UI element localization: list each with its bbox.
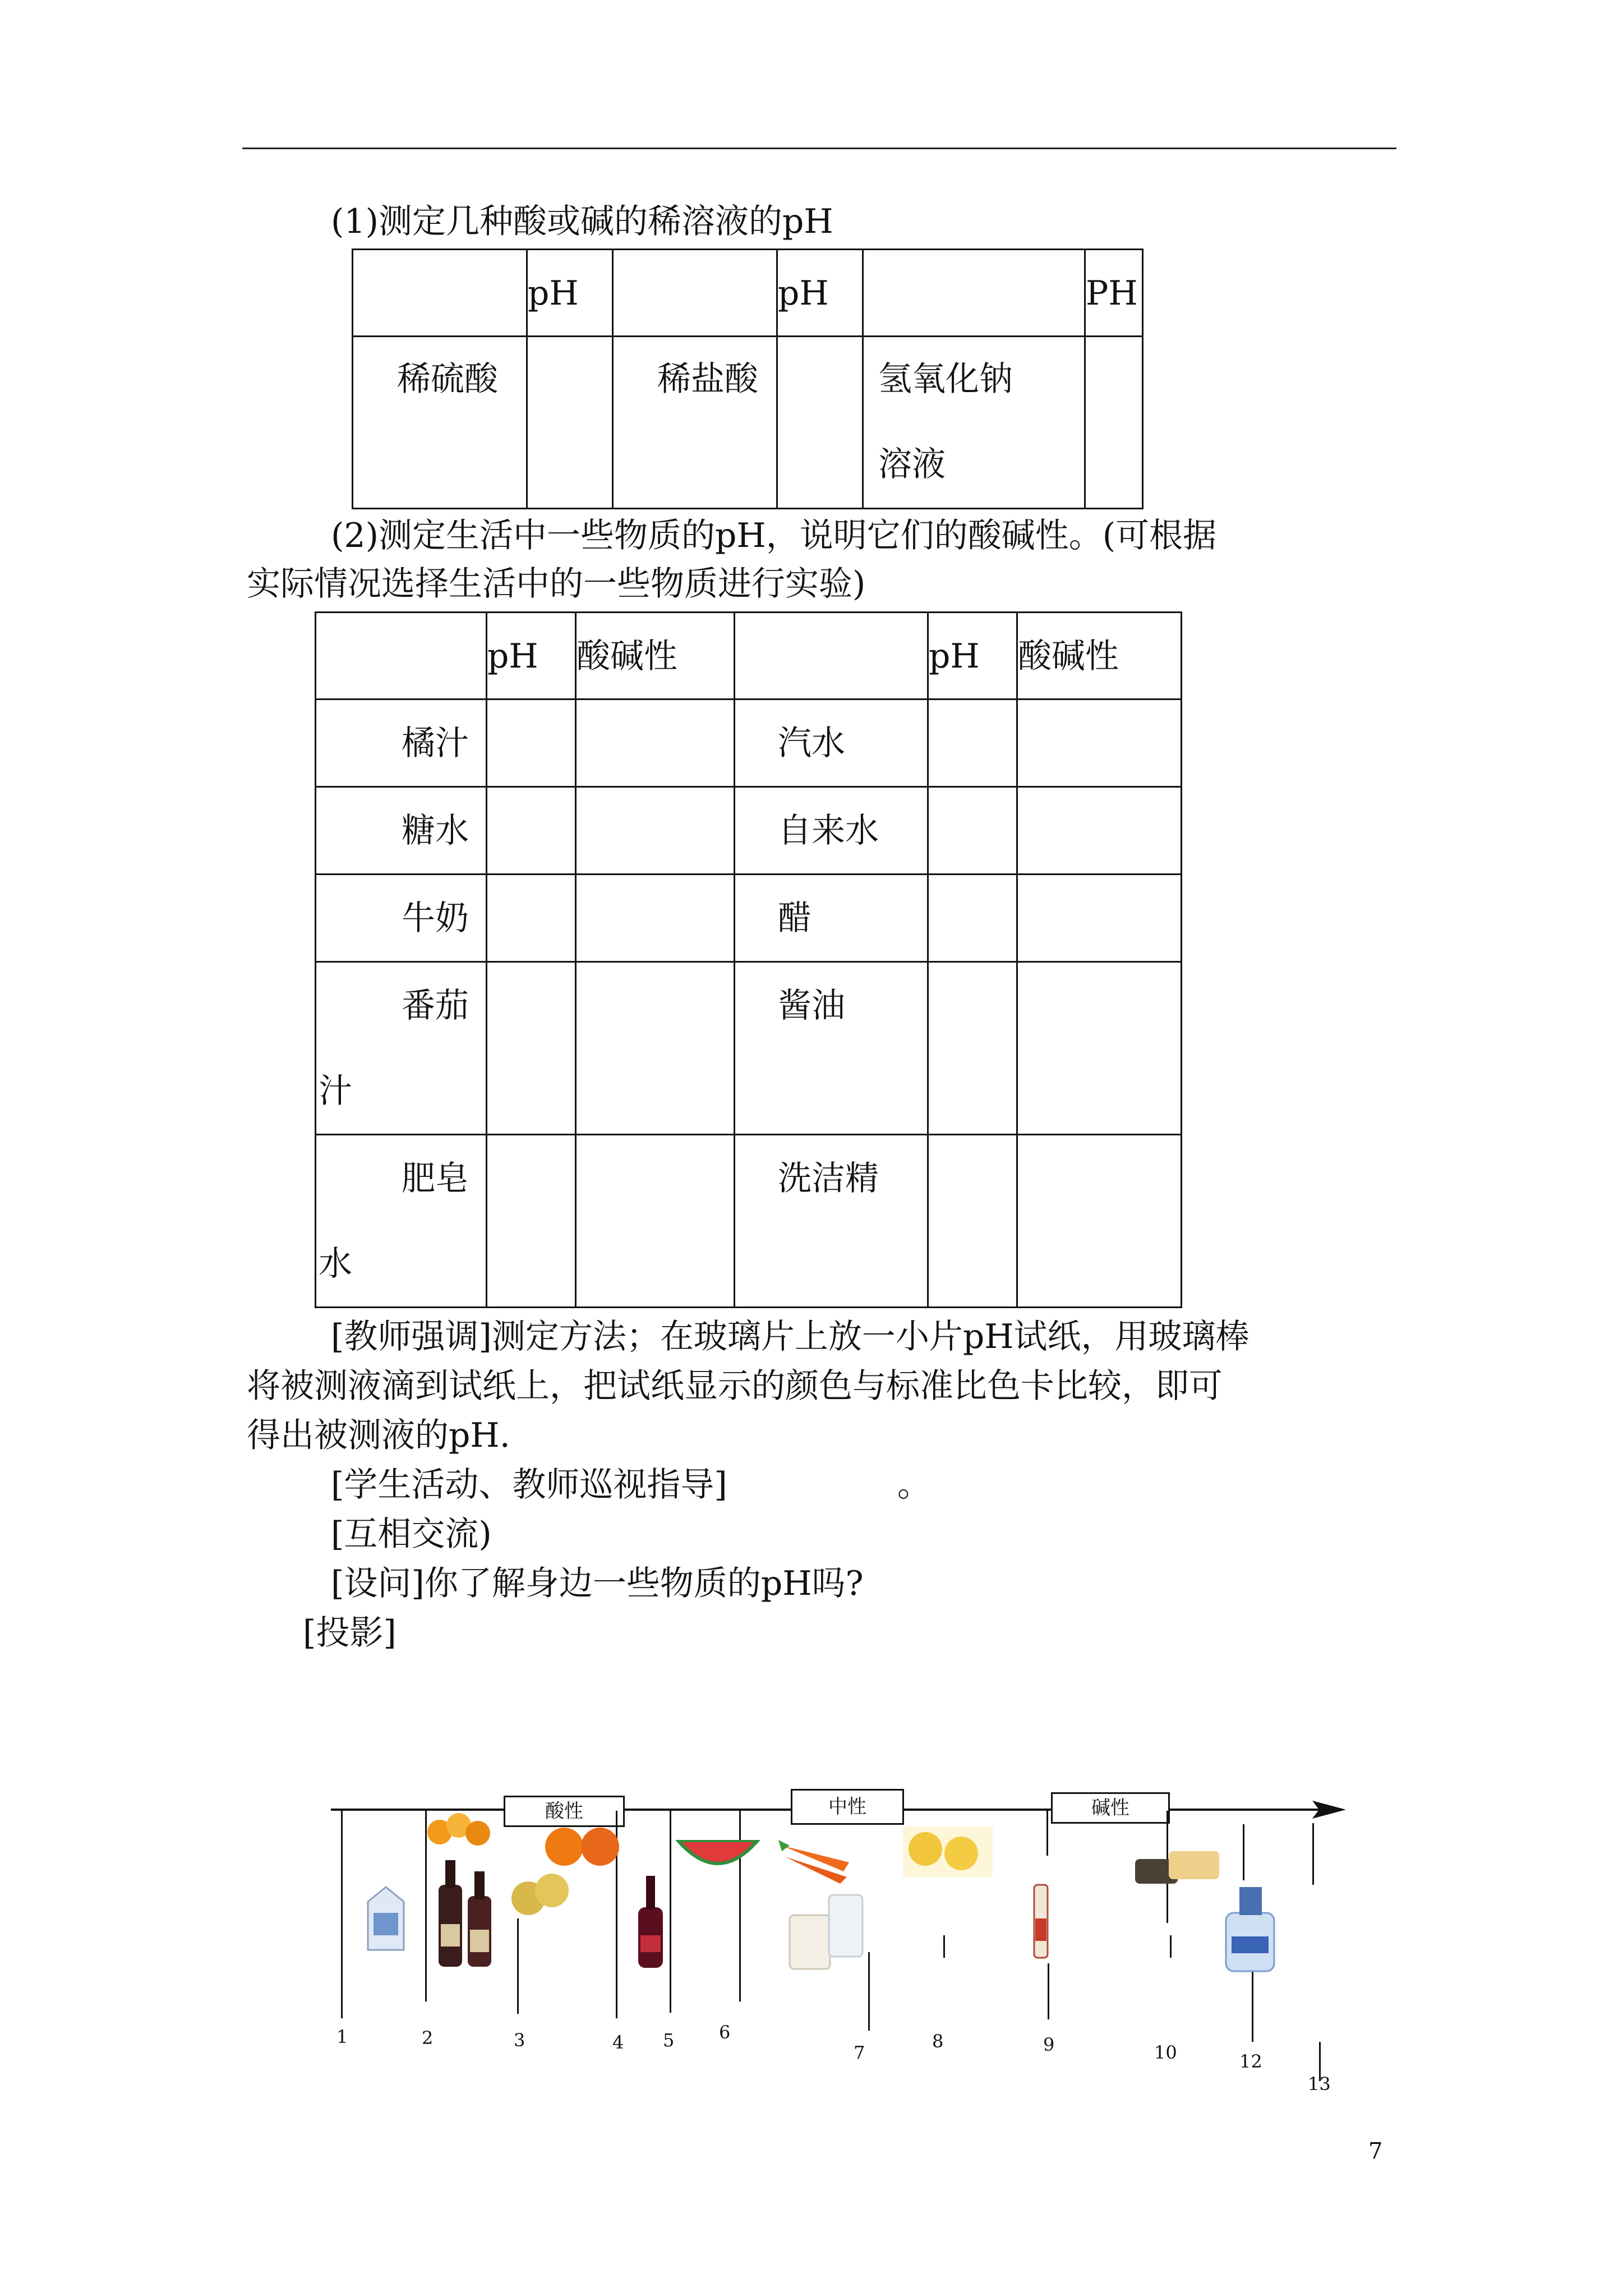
ph-number: 10 xyxy=(1154,2042,1177,2063)
tick-9b xyxy=(1048,1963,1049,2019)
table-cell xyxy=(527,337,613,509)
ph-number: 12 xyxy=(1239,2051,1262,2072)
soy-sauce-bottles-icon xyxy=(435,1857,497,1969)
table-cell xyxy=(863,250,1085,337)
oranges-icon xyxy=(544,1824,623,1869)
table-cell-vinegar: 醋 xyxy=(735,875,928,962)
header-rule xyxy=(242,148,1396,149)
table-cell-dilute-hydrochloric-acid: 稀盐酸 xyxy=(613,337,777,509)
base-label-box: 碱性 xyxy=(1051,1792,1170,1824)
tick-10b xyxy=(1170,1935,1172,1958)
student-activity: [学生活动、教师巡视指导] xyxy=(331,1465,727,1504)
table-cell-dilute-sulfuric-acid: 稀硫酸 xyxy=(353,337,527,509)
table-cell-sugar-water: 糖水 xyxy=(316,787,487,875)
ph-number: 8 xyxy=(932,2031,944,2052)
table-cell xyxy=(777,337,863,509)
table-cell xyxy=(613,250,777,337)
table-cell-orange-juice: 橘汁 xyxy=(316,700,487,787)
tick-13a xyxy=(1312,1823,1314,1885)
neutral-label-box: 中性 xyxy=(791,1789,904,1825)
ph-number: 7 xyxy=(854,2042,865,2063)
toothpaste-icon xyxy=(1030,1879,1052,1963)
tick-1 xyxy=(341,1811,343,2018)
ph-number: 5 xyxy=(663,2030,675,2051)
section2-heading-line1: (2)测定生活中一些物质的pH，说明它们的酸碱性。(可根据 xyxy=(331,516,1217,555)
ph-number: 13 xyxy=(1308,2073,1331,2095)
tick-3 xyxy=(517,1918,519,2014)
orange-slices-icon xyxy=(426,1810,494,1849)
table-cell xyxy=(1085,337,1143,509)
spray-bottle-icon xyxy=(1220,1885,1282,1975)
apples-icon xyxy=(510,1868,572,1918)
projection-label: [投影] xyxy=(303,1613,396,1653)
table-cell-tomato-juice: 番茄 汁 xyxy=(316,962,487,1135)
watermelon-icon xyxy=(673,1834,763,1879)
carrots-icon xyxy=(776,1829,855,1885)
ph-number: 6 xyxy=(719,2022,731,2043)
tick-9a xyxy=(1046,1811,1048,1856)
tick-12 xyxy=(1252,1969,1253,2042)
section1-heading: (1)测定几种酸或碱的稀溶液的pH xyxy=(331,202,833,241)
tick-5 xyxy=(670,1811,671,2013)
teacher-emphasis-line1: [教师强调]测定方法；在玻璃片上放一小片pH试纸，用玻璃棒 xyxy=(331,1317,1249,1356)
table-cell-detergent: 洗洁精 xyxy=(735,1135,928,1308)
table-cell-milk: 牛奶 xyxy=(316,875,487,962)
table-header-ph: pH xyxy=(487,613,576,700)
teacher-emphasis-line3: 得出被测液的pH. xyxy=(247,1416,510,1455)
table-cell-soda: 汽水 xyxy=(735,700,928,787)
section2-heading-line2: 实际情况选择生活中的一些物质进行实验) xyxy=(247,564,866,604)
household-substances-table xyxy=(315,611,1182,1308)
axis-arrow-icon xyxy=(1312,1800,1346,1820)
table-cell-tap-water: 自来水 xyxy=(735,787,928,875)
table-header-ph: pH xyxy=(527,250,613,337)
tick-8 xyxy=(943,1935,945,1958)
table-cell-sodium-hydroxide: 氢氧化钠 溶液 xyxy=(863,337,1085,509)
wine-bottle-icon xyxy=(633,1874,668,1969)
question: [设问]你了解身边一些物质的pH吗? xyxy=(331,1564,864,1603)
ph-number: 9 xyxy=(1043,2034,1055,2055)
acid-label-box: 酸性 xyxy=(504,1796,625,1827)
ph-number: 4 xyxy=(612,2032,624,2053)
table-cell xyxy=(735,613,928,700)
soap-bars-icon xyxy=(1133,1846,1223,1890)
table-header-ph: pH xyxy=(928,613,1017,700)
table-cell-soap-water: 肥皂 水 xyxy=(316,1135,487,1308)
table-header-acidity: 酸碱性 xyxy=(1017,613,1182,700)
teacher-emphasis-line2: 将被测液滴到试纸上，把试纸显示的颜色与标准比色卡比较，即可 xyxy=(247,1366,1223,1406)
table-cell xyxy=(353,250,527,337)
page-number: 7 xyxy=(1368,2138,1383,2164)
acid-base-table xyxy=(352,249,1144,509)
student-activity-period: 。 xyxy=(897,1465,931,1504)
table-cell-soy-sauce: 酱油 xyxy=(735,962,928,1135)
mutual-exchange: [互相交流) xyxy=(331,1515,492,1554)
tick-12-top xyxy=(1243,1824,1244,1880)
table-header-ph: pH xyxy=(777,250,863,337)
milk-glasses-icon xyxy=(786,1893,867,1971)
table-cell xyxy=(316,613,487,700)
tick-7 xyxy=(868,1952,870,2031)
table-header-ph: PH xyxy=(1085,250,1143,337)
ph-number: 1 xyxy=(336,2026,348,2047)
table-header-acidity: 酸碱性 xyxy=(576,613,735,700)
milk-carton-icon xyxy=(362,1885,409,1952)
ph-number: 3 xyxy=(514,2030,525,2051)
ph-number: 2 xyxy=(422,2027,434,2049)
egg-yolks-icon xyxy=(903,1826,993,1877)
